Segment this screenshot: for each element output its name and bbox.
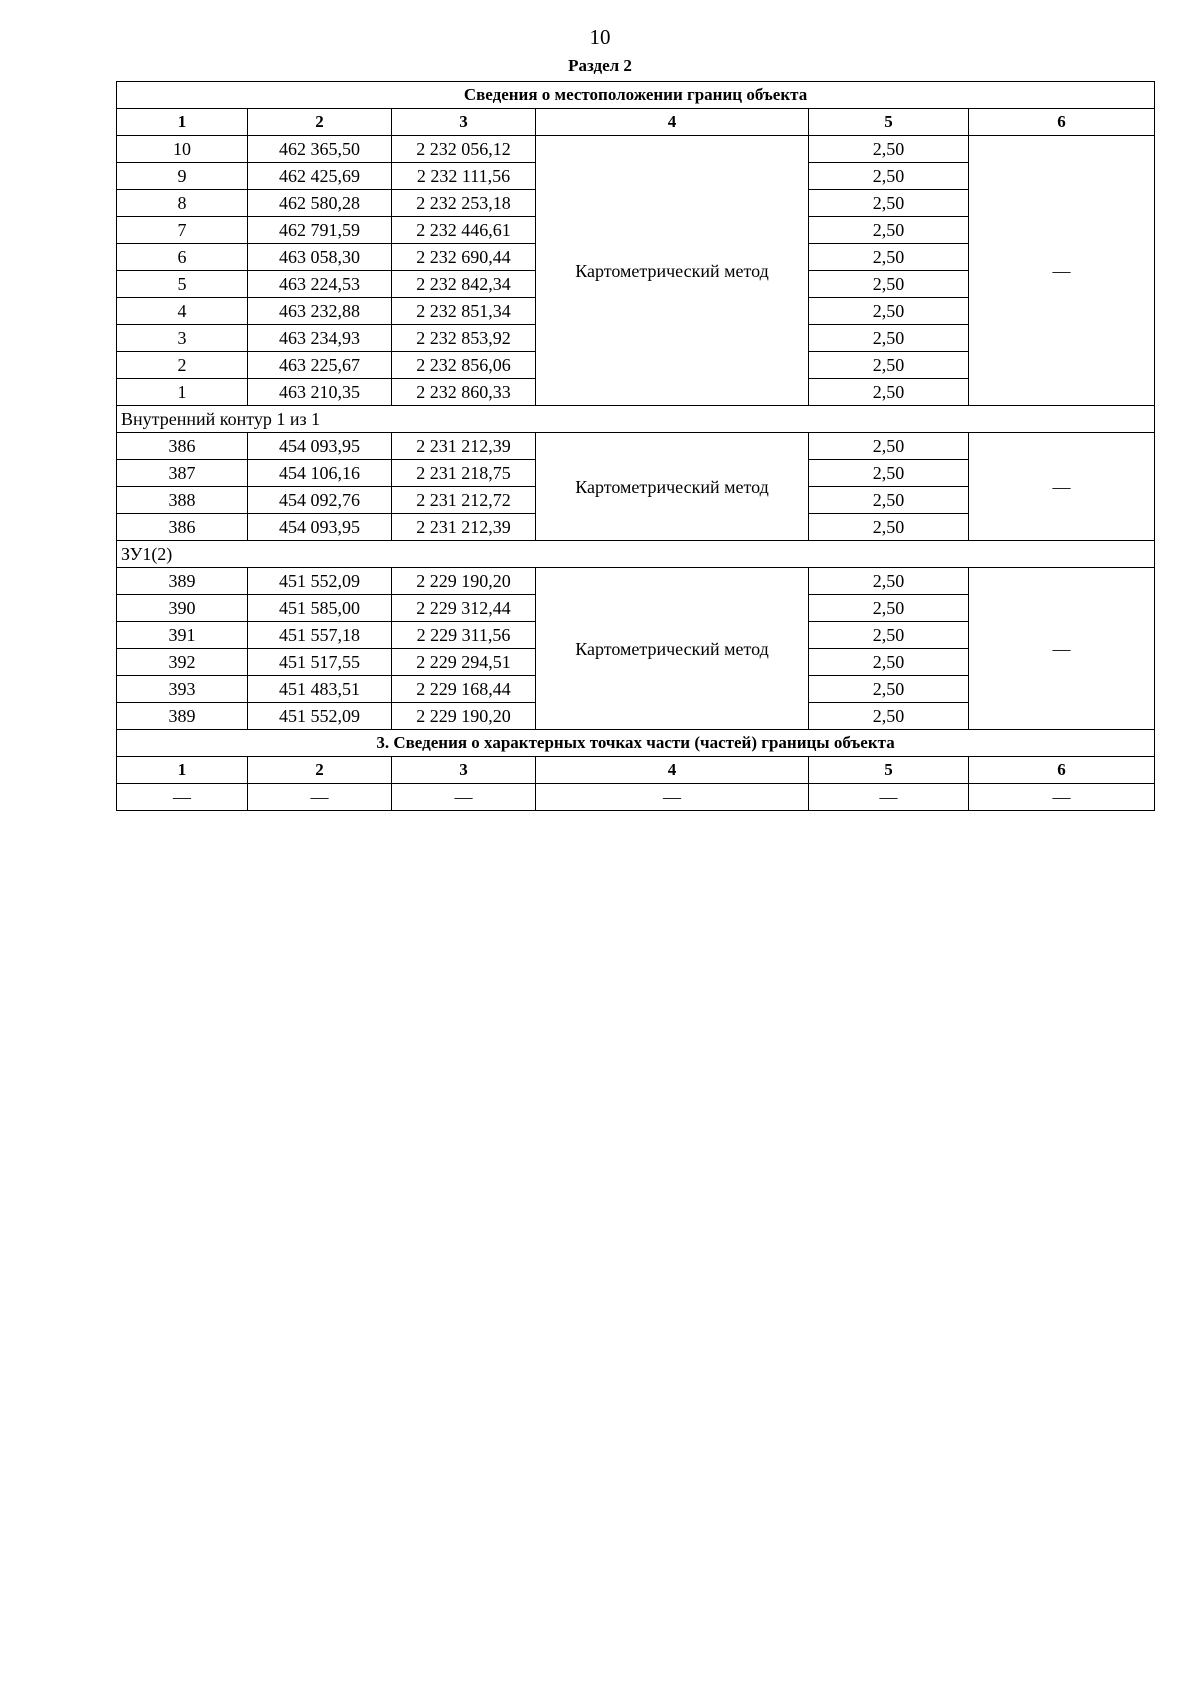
point-number-cell: 393: [117, 676, 248, 703]
point-number-cell: 1: [117, 379, 248, 406]
note-cell: —: [969, 136, 1155, 406]
page-number: 10: [589, 25, 611, 49]
accuracy-cell: 2,50: [809, 325, 969, 352]
point-number-cell: 10: [117, 136, 248, 163]
parts-empty-cell: —: [392, 784, 536, 811]
accuracy-cell: 2,50: [809, 433, 969, 460]
parts-title: 3. Сведения о характерных точках части (частей) границы объекта: [117, 730, 1155, 757]
accuracy-cell: 2,50: [809, 136, 969, 163]
parts-empty-cell: —: [248, 784, 392, 811]
parts-column-header-3: 3: [392, 757, 536, 784]
y-coordinate-cell: 2 229 311,56: [392, 622, 536, 649]
accuracy-cell: 2,50: [809, 622, 969, 649]
note-cell: —: [969, 433, 1155, 541]
y-coordinate-cell: 2 232 851,34: [392, 298, 536, 325]
point-number-cell: 386: [117, 514, 248, 541]
x-coordinate-cell: 451 552,09: [248, 703, 392, 730]
table-title: Сведения о местоположении границ объекта: [117, 82, 1155, 109]
accuracy-cell: 2,50: [809, 298, 969, 325]
point-number-cell: 7: [117, 217, 248, 244]
boundary-table: [116, 81, 1155, 811]
accuracy-cell: 2,50: [809, 649, 969, 676]
x-coordinate-cell: 463 058,30: [248, 244, 392, 271]
accuracy-cell: 2,50: [809, 487, 969, 514]
x-coordinate-cell: 451 557,18: [248, 622, 392, 649]
accuracy-cell: 2,50: [809, 379, 969, 406]
accuracy-cell: 2,50: [809, 271, 969, 298]
y-coordinate-cell: 2 231 218,75: [392, 460, 536, 487]
y-coordinate-cell: 2 231 212,39: [392, 514, 536, 541]
x-coordinate-cell: 462 580,28: [248, 190, 392, 217]
x-coordinate-cell: 454 093,95: [248, 433, 392, 460]
point-number-cell: 389: [117, 703, 248, 730]
parts-title-row: [117, 730, 1155, 757]
point-number-cell: 5: [117, 271, 248, 298]
parts-column-header-6: 6: [969, 757, 1155, 784]
y-coordinate-cell: 2 232 853,92: [392, 325, 536, 352]
accuracy-cell: 2,50: [809, 460, 969, 487]
point-number-cell: 4: [117, 298, 248, 325]
point-number-cell: 8: [117, 190, 248, 217]
y-coordinate-cell: 2 232 856,06: [392, 352, 536, 379]
x-coordinate-cell: 451 483,51: [248, 676, 392, 703]
y-coordinate-cell: 2 229 294,51: [392, 649, 536, 676]
point-number-cell: 388: [117, 487, 248, 514]
y-coordinate-cell: 2 231 212,72: [392, 487, 536, 514]
contour-label-row: [117, 541, 1155, 568]
note-cell: —: [969, 568, 1155, 730]
parts-column-header-5: 5: [809, 757, 969, 784]
table-body: [117, 82, 1155, 811]
contour-label-row: [117, 406, 1155, 433]
x-coordinate-cell: 454 092,76: [248, 487, 392, 514]
point-number-cell: 389: [117, 568, 248, 595]
accuracy-cell: 2,50: [809, 244, 969, 271]
accuracy-cell: 2,50: [809, 568, 969, 595]
x-coordinate-cell: 454 106,16: [248, 460, 392, 487]
x-coordinate-cell: 463 224,53: [248, 271, 392, 298]
accuracy-cell: 2,50: [809, 676, 969, 703]
accuracy-cell: 2,50: [809, 595, 969, 622]
accuracy-cell: 2,50: [809, 352, 969, 379]
x-coordinate-cell: 451 585,00: [248, 595, 392, 622]
point-number-cell: 386: [117, 433, 248, 460]
parts-empty-row: [117, 784, 1155, 811]
point-number-cell: 6: [117, 244, 248, 271]
accuracy-cell: 2,50: [809, 163, 969, 190]
parts-column-header-4: 4: [536, 757, 809, 784]
y-coordinate-cell: 2 232 056,12: [392, 136, 536, 163]
y-coordinate-cell: 2 232 860,33: [392, 379, 536, 406]
parts-column-header-1: 1: [117, 757, 248, 784]
table-row: [117, 136, 1155, 163]
y-coordinate-cell: 2 232 690,44: [392, 244, 536, 271]
point-number-cell: 390: [117, 595, 248, 622]
x-coordinate-cell: 462 365,50: [248, 136, 392, 163]
x-coordinate-cell: 451 552,09: [248, 568, 392, 595]
accuracy-cell: 2,50: [809, 703, 969, 730]
column-header-3: 3: [392, 109, 536, 136]
column-header-1: 1: [117, 109, 248, 136]
table-title-row: [117, 82, 1155, 109]
accuracy-cell: 2,50: [809, 514, 969, 541]
table-row: [117, 568, 1155, 595]
x-coordinate-cell: 454 093,95: [248, 514, 392, 541]
y-coordinate-cell: 2 229 190,20: [392, 703, 536, 730]
parts-empty-cell: —: [809, 784, 969, 811]
point-number-cell: 2: [117, 352, 248, 379]
x-coordinate-cell: 462 791,59: [248, 217, 392, 244]
x-coordinate-cell: 451 517,55: [248, 649, 392, 676]
x-coordinate-cell: 463 234,93: [248, 325, 392, 352]
parts-empty-cell: —: [117, 784, 248, 811]
y-coordinate-cell: 2 232 446,61: [392, 217, 536, 244]
accuracy-cell: 2,50: [809, 190, 969, 217]
parts-empty-cell: —: [969, 784, 1155, 811]
column-header-2: 2: [248, 109, 392, 136]
x-coordinate-cell: 463 225,67: [248, 352, 392, 379]
accuracy-cell: 2,50: [809, 217, 969, 244]
y-coordinate-cell: 2 232 253,18: [392, 190, 536, 217]
point-number-cell: 387: [117, 460, 248, 487]
parts-column-header-2: 2: [248, 757, 392, 784]
y-coordinate-cell: 2 229 312,44: [392, 595, 536, 622]
x-coordinate-cell: 463 232,88: [248, 298, 392, 325]
x-coordinate-cell: 462 425,69: [248, 163, 392, 190]
column-header-row: [117, 109, 1155, 136]
method-cell: Картометрический метод: [536, 568, 809, 730]
method-cell: Картометрический метод: [536, 136, 809, 406]
parts-header-row: [117, 757, 1155, 784]
point-number-cell: 392: [117, 649, 248, 676]
y-coordinate-cell: 2 231 212,39: [392, 433, 536, 460]
column-header-5: 5: [809, 109, 969, 136]
contour-label: Внутренний контур 1 из 1: [117, 406, 1155, 433]
y-coordinate-cell: 2 232 842,34: [392, 271, 536, 298]
y-coordinate-cell: 2 229 168,44: [392, 676, 536, 703]
column-header-4: 4: [536, 109, 809, 136]
section-title: Раздел 2: [568, 56, 632, 75]
point-number-cell: 9: [117, 163, 248, 190]
method-cell: Картометрический метод: [536, 433, 809, 541]
parts-empty-cell: —: [536, 784, 809, 811]
column-header-6: 6: [969, 109, 1155, 136]
contour-label: ЗУ1(2): [117, 541, 1155, 568]
y-coordinate-cell: 2 232 111,56: [392, 163, 536, 190]
table-row: [117, 433, 1155, 460]
y-coordinate-cell: 2 229 190,20: [392, 568, 536, 595]
point-number-cell: 3: [117, 325, 248, 352]
point-number-cell: 391: [117, 622, 248, 649]
x-coordinate-cell: 463 210,35: [248, 379, 392, 406]
